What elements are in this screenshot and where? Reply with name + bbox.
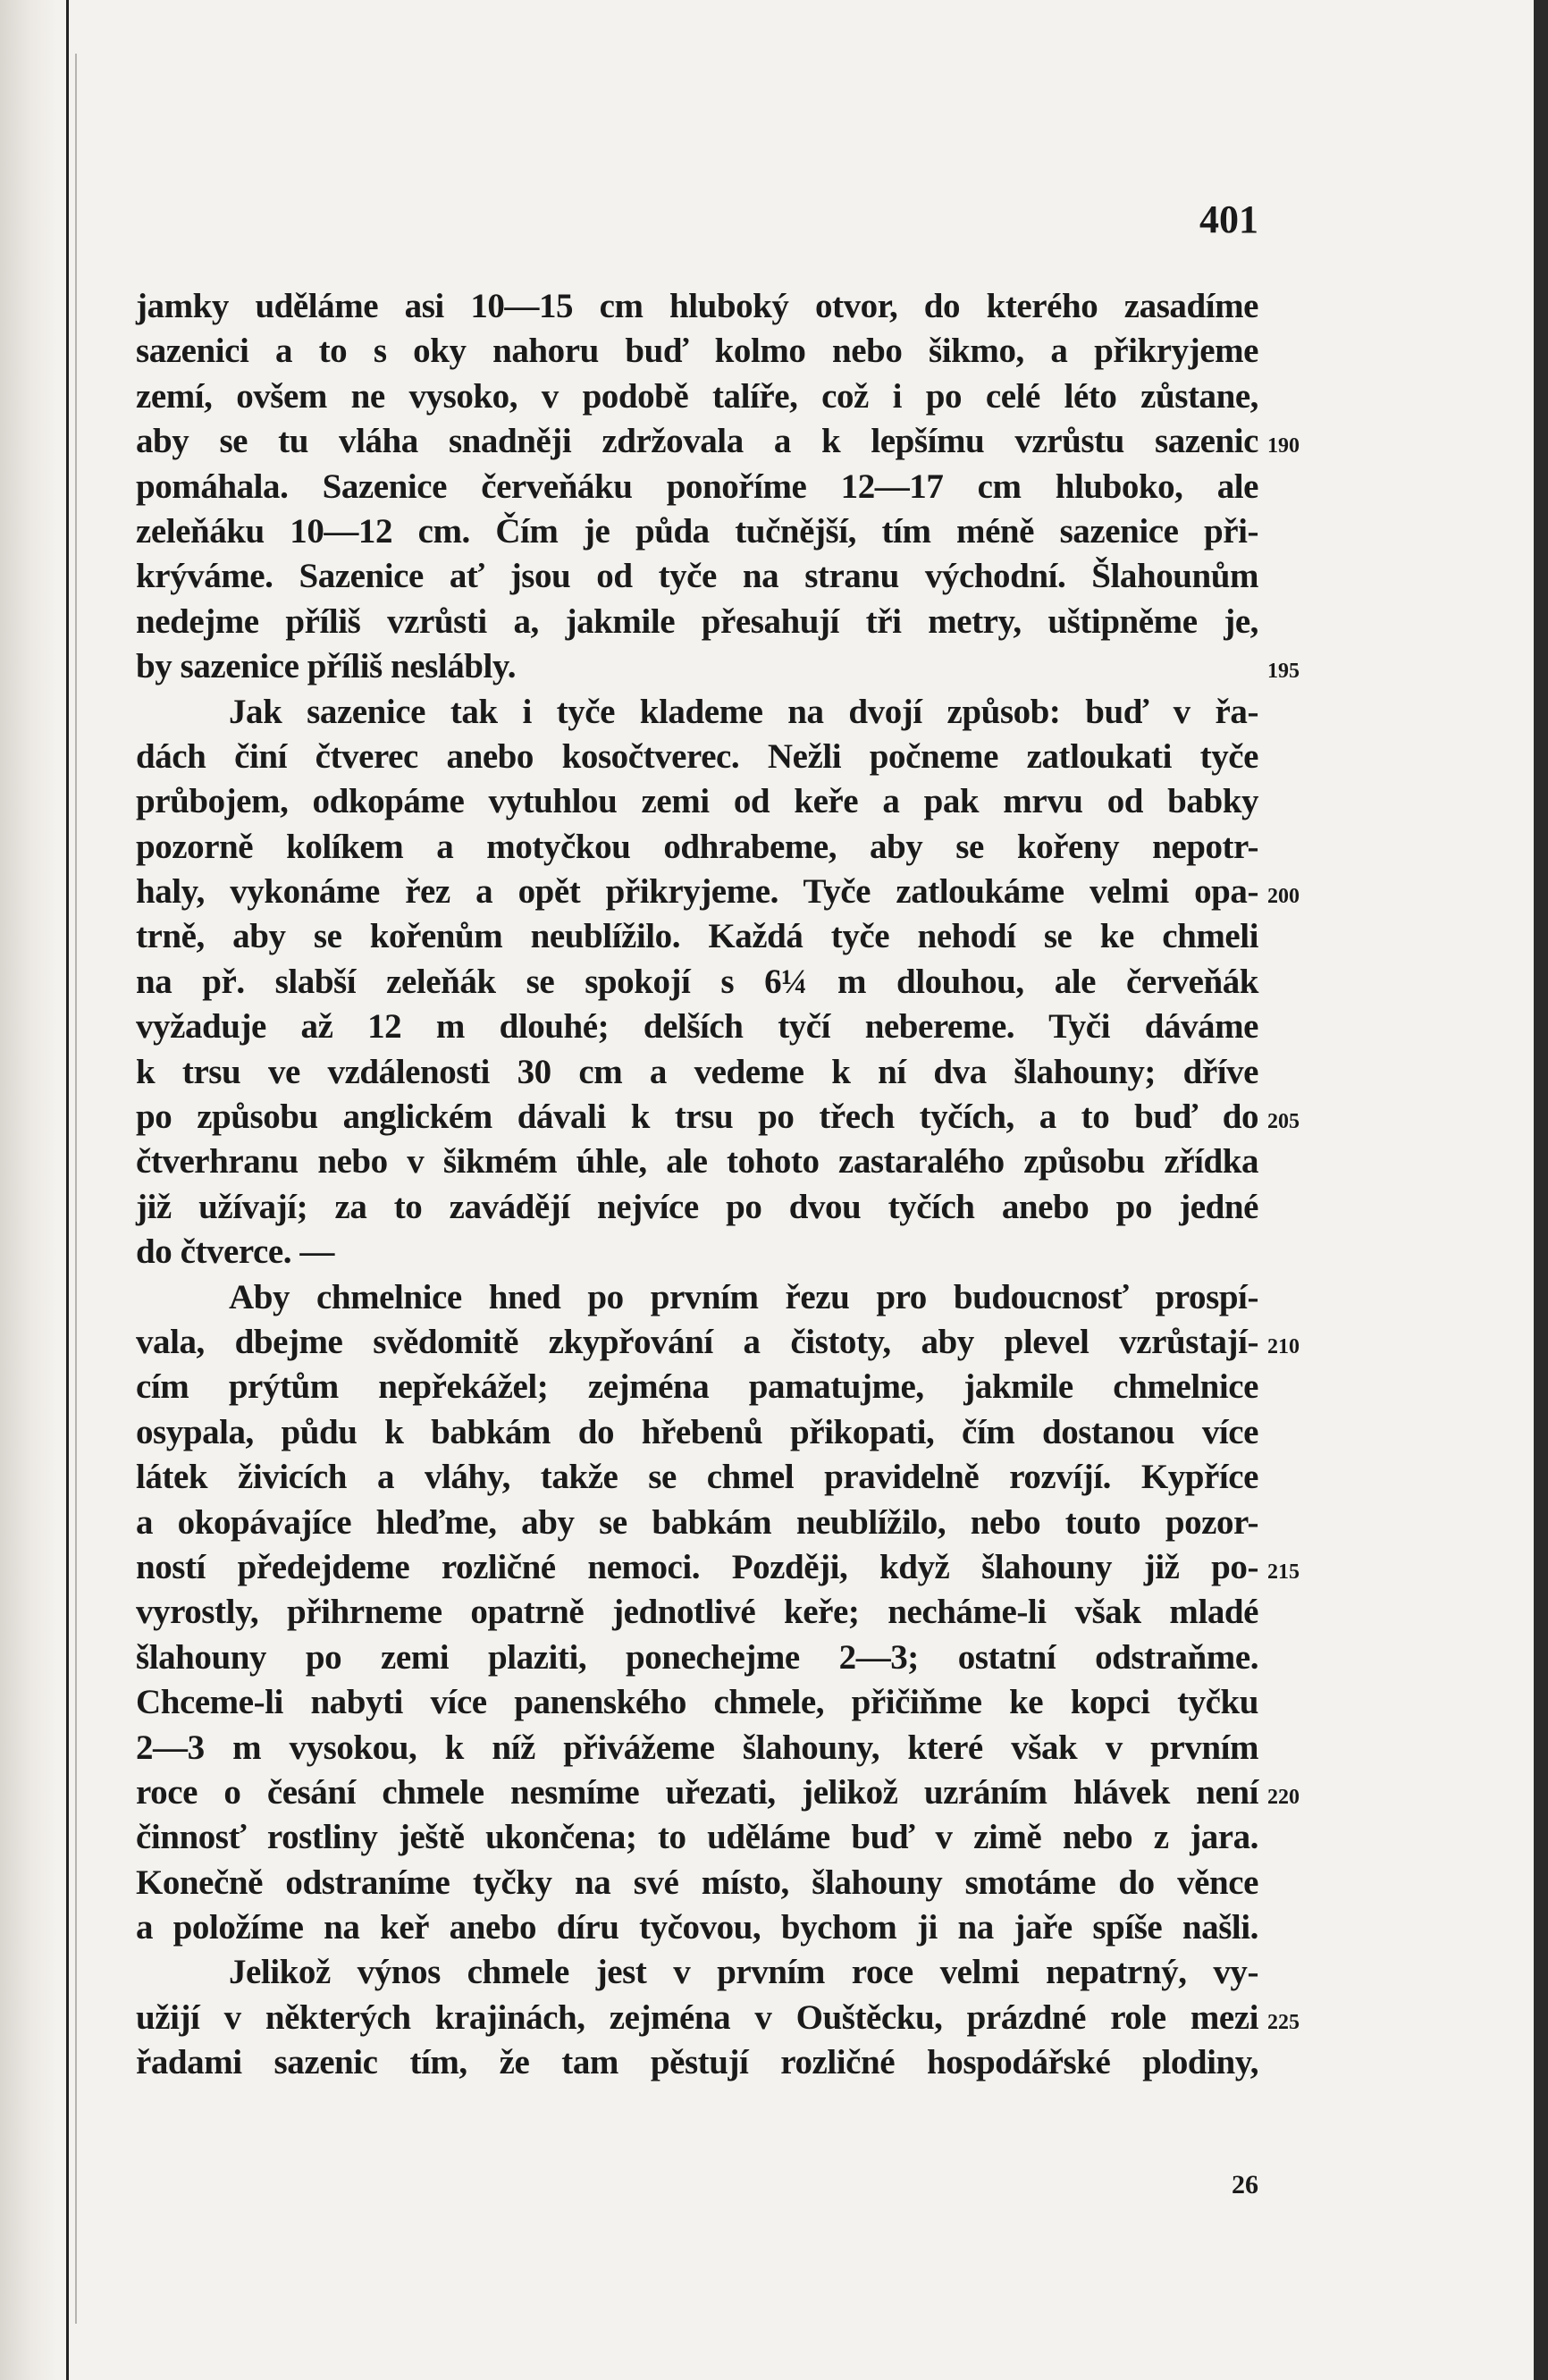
text-line: roce o česání chmele nesmíme uřezati, jelikož uzráním hlávek není bbox=[136, 1772, 1258, 1812]
text-line: již užívají; za to zavádějí nejvíce po dvou tyčích anebo po jedné bbox=[136, 1187, 1258, 1226]
text-line: trně, aby se kořenům neublížilo. Každá tyče nehodí se ke chmeli bbox=[136, 917, 1258, 956]
signature-mark: 26 bbox=[1232, 2170, 1258, 2199]
text-line: užijí v některých krajinách, zejména v Ouštěcku, prázdné role mezi bbox=[136, 1997, 1258, 2037]
scan-right-edge bbox=[1534, 0, 1548, 2380]
text-line: pomáhala. Sazenice červeňáku ponoříme 12—17 cm hluboko, ale bbox=[136, 467, 1258, 506]
text-line: vyžaduje až 12 m dlouhé; delších tyčí nebereme. Tyči dáváme bbox=[136, 1007, 1258, 1047]
text-line: na př. slabší zeleňák se spokojí s 6¼ m dlouhou, ale červeňák bbox=[136, 962, 1258, 1001]
binding-edge-line-secondary bbox=[75, 54, 77, 2324]
text-line: haly, vykonáme řez a opět přikryjeme. Tyče zatloukáme velmi opa- bbox=[136, 872, 1258, 912]
text-line: Jak sazenice tak i tyče klademe na dvojí způsob: buď v řa- bbox=[229, 692, 1258, 731]
text-line: Jelikož výnos chmele jest v prvním roce velmi nepatrný, vy- bbox=[229, 1953, 1258, 1992]
text-line: a okopávajíce hleďme, aby se babkám neublížilo, nebo touto pozor- bbox=[136, 1502, 1258, 1542]
text-line: zeleňáku 10—12 cm. Čím je půda tučnější, tím méně sazenice při- bbox=[136, 511, 1258, 551]
text-line: vyrostly, přihrneme opatrně jednotlivé keře; necháme-li však mladé bbox=[136, 1593, 1258, 1632]
text-line: pozorně kolíkem a motyčkou odhrabeme, aby se kořeny nepotr- bbox=[136, 827, 1258, 866]
text-line: 2—3 m vysokou, k níž přivážeme šlahouny, které však v prvním bbox=[136, 1728, 1258, 1767]
margin-line-number: 195 bbox=[1267, 660, 1300, 683]
text-line: vala, dbejme svědomitě zkypřování a čistoty, aby plevel vzrůstají- bbox=[136, 1322, 1258, 1361]
text-line: k trsu ve vzdálenosti 30 cm a vedeme k ní dva šlahouny; dříve bbox=[136, 1052, 1258, 1091]
text-line: čtverhranu nebo v šikmém úhle, ale tohoto zastaralého způsobu zřídka bbox=[136, 1142, 1258, 1182]
text-line: osypala, půdu k babkám do hřebenů přikopati, čím dostanou více bbox=[136, 1412, 1258, 1451]
text-line: ností předejdeme rozličné nemoci. Později, když šlahouny již po- bbox=[136, 1547, 1258, 1586]
text-line: průbojem, odkopáme vytuhlou zemi od keře a pak mrvu od babky bbox=[136, 782, 1258, 821]
binding-edge-line bbox=[66, 0, 69, 2380]
margin-line-number: 215 bbox=[1267, 1560, 1300, 1584]
margin-line-number: 205 bbox=[1267, 1110, 1300, 1133]
text-line: do čtverce. — bbox=[136, 1232, 334, 1272]
text-line: dách činí čtverec anebo kosočtverec. Nežli počneme zatloukati tyče bbox=[136, 736, 1258, 776]
text-line: cím prýtům nepřekážel; zejména pamatujme, jakmile chmelnice bbox=[136, 1367, 1258, 1407]
margin-line-number: 225 bbox=[1267, 2011, 1300, 2034]
page-number: 401 bbox=[1199, 198, 1258, 241]
text-line: a položíme na keř anebo díru tyčovou, bychom ji na jaře spíše našli. bbox=[136, 1908, 1258, 1947]
text-line: krýváme. Sazenice ať jsou od tyče na stranu východní. Šlahounům bbox=[136, 557, 1258, 596]
text-line: nedejme příliš vzrůsti a, jakmile přesahují tři metry, uštipněme je, bbox=[136, 601, 1258, 641]
margin-line-number: 190 bbox=[1267, 434, 1300, 458]
text-line: po způsobu anglickém dávali k trsu po třech tyčích, a to buď do bbox=[136, 1097, 1258, 1137]
text-line: Konečně odstraníme tyčky na své místo, šlahouny smotáme do věnce bbox=[136, 1863, 1258, 1902]
text-line: jamky uděláme asi 10—15 cm hluboký otvor, do kterého zasadíme bbox=[136, 287, 1258, 325]
margin-line-number: 220 bbox=[1267, 1786, 1300, 1809]
book-spine-shadow bbox=[0, 0, 57, 2380]
text-line: Chceme-li nabyti více panenského chmele, přičiňme ke kopci tyčku bbox=[136, 1683, 1258, 1722]
margin-line-number: 210 bbox=[1267, 1335, 1300, 1358]
text-line: by sazenice příliš neslábly. bbox=[136, 647, 517, 686]
text-line: řadami sazenic tím, že tam pěstují rozličné hospodářské plodiny, bbox=[136, 2043, 1258, 2082]
text-line: činnosť rostliny ještě ukončena; to uděláme buď v zimě nebo z jara. bbox=[136, 1818, 1258, 1857]
text-line: látek živicích a vláhy, takže se chmel pravidelně rozvíjí. Kypříce bbox=[136, 1458, 1258, 1497]
text-line: sazenici a to s oky nahoru buď kolmo nebo šikmo, a přikryjeme bbox=[136, 332, 1258, 371]
text-line: Aby chmelnice hned po prvním řezu pro budoucnosť prospí- bbox=[229, 1277, 1258, 1316]
text-line: zemí, ovšem ne vysoko, v podobě talíře, což i po celé léto zůstane, bbox=[136, 376, 1258, 416]
text-line: aby se tu vláha snadněji zdržovala a k lepšímu vzrůstu sazenic bbox=[136, 422, 1258, 461]
body-text bbox=[136, 284, 1258, 2086]
margin-line-number: 200 bbox=[1267, 885, 1300, 908]
text-line: šlahouny po zemi plaziti, ponechejme 2—3; ostatní odstraňme. bbox=[136, 1637, 1258, 1677]
